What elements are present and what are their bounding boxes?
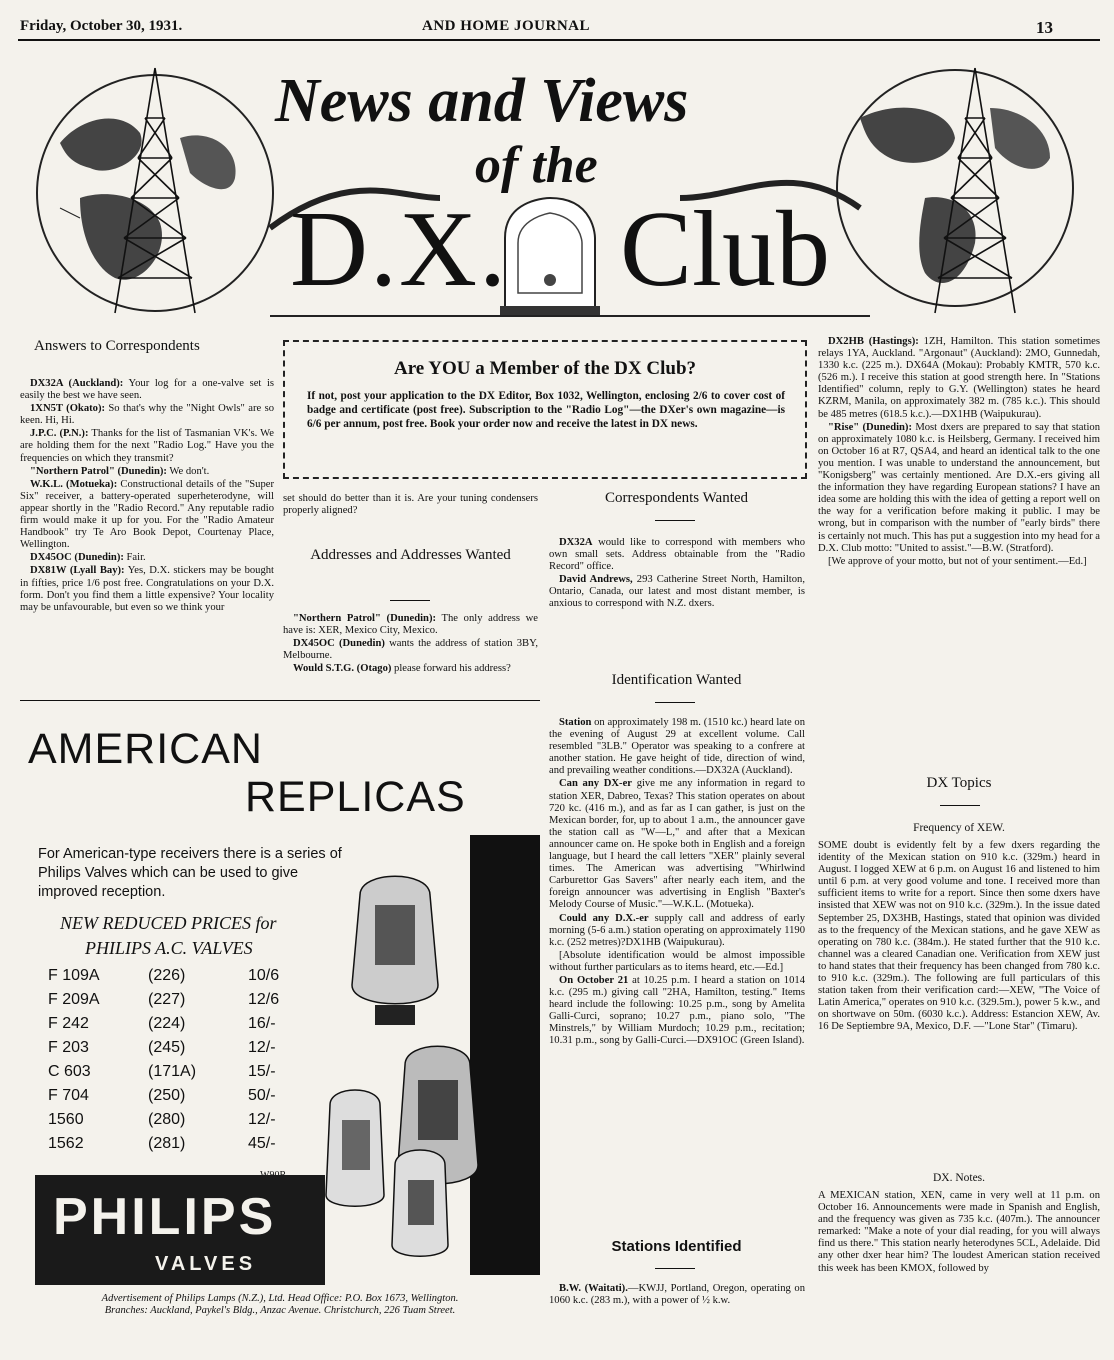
right-column-top: DX2HB (Hastings): 1ZH, Hamilton. This station sometimes relays 1YA, Auckland. "Argonaut" (Auckland): 2MO, Gunnedah, 1330 k.c. (225 m.). DX64A (Mokau): Probably KMTR, 570 k.c. (526 m.). I receive this station at good strength here. In "Stations Identified" column, reply to G.Y. (Wellington) states he heard KZRM, Manila, on approximately 382 m. (785 k.c.). This should be 485 metres (618.5 k.c.).—DX1HB (Waipukurau). "Rise" (Dunedin): Most dxers are prepared to say that station on approximately 1080 k.c. is Heilsberg, Germany. I received him on October 16 at R7, QSA4, and heard an identical talk to the one you mention. I was unable to understand the announcement, but "Konigsberg" was certainly mentioned. Are D.X.-ers giving all the information they have regarding European stations? I have an idea some are holding this with the idea of getting a report well on the way for a verification before making it public. I may be wrong, but in comparison with the number of "early birds" there is certainly not much. This has put a suggestion into my head for a D.X. Club motto: "United to assist."—B.W. (Stratford). [We approve of your motto, but not of your sentiment.—Ed.] [818, 336, 1101, 567]
price-row [48, 1063, 308, 1083]
addresses-heading: Addresses and Addresses Wanted [310, 547, 511, 563]
price-model: F 704 [48, 1087, 89, 1104]
price-code: (171A) [148, 1063, 197, 1080]
price-row [48, 1135, 308, 1155]
member-box [283, 340, 807, 479]
ad-prices-heading1: NEW REDUCED PRICES for [60, 913, 277, 933]
addresses-rule [390, 600, 430, 601]
philips-valves-label: VALVES [155, 1253, 257, 1275]
ad-top-rule [20, 700, 540, 701]
price-model: F 209A [48, 991, 100, 1008]
stations-identified-rule [655, 1268, 695, 1269]
ad-footer-line2: Branches: Auckland, Paykel's Bldg., Anzac Avenue. Christchurch, 226 Tuam Street. [104, 1305, 456, 1316]
price-model: 1562 [48, 1135, 84, 1152]
member-box-body: If not, post your application to the DX Editor, Box 1032, Wellington, enclosing 2/6 to cover cost of badge and certificate (post free). Subscription to the "Radio Log"—the DXer's own magazine—is 6/6 per annum, post free. Book your order now and receive the latest in DX news. [307, 390, 785, 430]
dx-topics-heading: DX Topics [926, 775, 992, 791]
price-price: 12/- [248, 1111, 276, 1128]
price-price: 10/6 [248, 967, 280, 984]
price-model: F 242 [48, 1015, 89, 1032]
ad-blurb: For American-type receivers there is a series of Philips Valves which can be used to give improved reception. [38, 846, 342, 900]
price-code: (281) [148, 1135, 186, 1152]
correspondents-heading: Correspondents Wanted [604, 490, 749, 506]
price-model: F 109A [48, 967, 100, 984]
philips-advertisement [20, 705, 540, 1316]
price-price: 12/- [248, 1039, 276, 1056]
price-model: 1560 [48, 1111, 84, 1128]
price-row [48, 1039, 308, 1059]
price-code: (245) [148, 1039, 186, 1056]
dx-topics-rule [940, 805, 980, 806]
ad-footer-line1: Advertisement of Philips Lamps (N.Z.), Ltd. Head Office: P.O. Box 1673, Wellington. [101, 1293, 459, 1304]
correspondents-rule [655, 520, 695, 521]
price-code: (226) [148, 967, 186, 984]
valves-illustration [320, 835, 540, 1275]
identification-rule [655, 702, 695, 703]
journal-name: AND HOME JOURNAL [422, 18, 590, 34]
banner [20, 48, 1100, 338]
header-rule [18, 39, 1100, 41]
dx-notes-heading: DX. Notes. [932, 1172, 986, 1184]
ad-title-line2: REPLICAS [245, 773, 466, 821]
price-row [48, 967, 308, 987]
stations-identified-heading: Stations Identified [611, 1238, 742, 1255]
page-number: 13 [1036, 18, 1053, 37]
price-price: 50/- [248, 1087, 276, 1104]
answers-column: DX32A (Auckland): Your log for a one-valve set is easily the best we have seen. 1XN5T (Okato): So that's why the "Night Owls" are so keen. Hi, Hi. J.P.C. (P.N.): Thanks for the list of Tasmanian VK's. We are holding them for the next "Radio Log." Have you the frequencies on which they transmit? "Northern Patrol" (Dunedin): We don't. W.K.L. (Motueka): Constructional details of the "Super Six" receiver, a battery-operated superheterodyne, will appear shortly in the "Radio Record." Any reputable radio firm would make it up for you. For the "Radio Amateur Handbook" try Te Aro Book Depot, Courtenay Place, Wellington. DX45OC (Dunedin): Fair. DX81W (Lyall Bay): Yes, D.X. stickers may be bought in fifties, price 1/6 post free. Congratulations on your D.X. form. Don't you find them a little expensive? Your locality may be unfavourable, but even so we think your [20, 378, 275, 613]
philips-brand-block [35, 1175, 325, 1285]
price-code: (250) [148, 1087, 186, 1104]
price-row [48, 991, 308, 1011]
dx-notes-column: A MEXICAN station, XEN, came in very well at 11 p.m. on October 16. Announcements were made in Spanish and English, and the frequency was given as 735 k.c. (407m.). The announcer remarked: "Make a note of your dial reading, for you will always find us there." This station nearly heterodynes 5CL, Adelaide. Did any other dxer hear him? The loudest American station received this week has been KMOX, followed by [818, 1190, 1100, 1274]
radio-set-icon [500, 198, 600, 316]
stations-identified-column: B.W. (Waitati).—KWJJ, Portland, Oregon, operating on 1060 k.c. (283 m.), with a power of ½ k.w. [549, 1283, 805, 1307]
answers-heading: Answers to Correspondents [34, 338, 200, 354]
banner-title-club: Club [620, 190, 831, 309]
identification-column: Station on approximately 198 m. (1510 kc.) heard late on the evening of August 29 at excellent volume. Call resembled "3LB." Operator was speaking to a confrere at another station. He gave height of tide, direction of wind, and prevailing weather conditions.—DX32A (Auckland). Can any DX-er give me any information in regard to station XER, Dabreo, Texas? This station operates on about 720 kc. (416 m.), and as far as I can gather, is just on the Mexican border, for, up to about 1 a.m., the announcer gave the station call as "W—L," and after that a Mexican announcer came on. He spoke both in English and a foreign language, but I heard the call letters "XER" plainly several times. The American was advertising "Whirlwind Carburettor Gas Savers" after nearly each item, and the foreign announcer was advertising in English "Baxter's Melody Course of Music."—W.K.L. (Motueka). Could any D.X.-er supply call and address of early morning (5-6 a.m.) station operating on approximately 1190 k.c. (252 metres)?DX1HB (Waipukurau). [Absolute identification would be almost impossible without further particulars as to items heard, etc.—Ed.] On October 21 at 10.25 p.m. I heard a station on 1014 k.c. (295 m.) giving call "2HA, Hamilton, testing." Items heard include the following: 10.25 p.m., song by Amelita Galli-Curci, soprano; 10.27 p.m., piano solo, "The Minstrels," by William Murdoch; 10.29 p.m., recitation; 10.31 p.m., song by Galli-Curci.—DX91OC (Green Island). [549, 717, 805, 1047]
price-price: 12/6 [248, 991, 280, 1008]
banner-title-line1: News and Views [275, 67, 689, 135]
price-model: C 603 [48, 1063, 91, 1080]
addresses-column: "Northern Patrol" (Dunedin): The only address we have is: XER, Mexico City, Mexico. DX45OC (Dunedin) wants the address of station 3BY, Melbourne. Would S.T.G. (Otago) please forward his address? [283, 613, 538, 675]
banner-title-line2: of the [475, 137, 598, 194]
price-row [48, 1087, 308, 1107]
left-globe-icon [37, 75, 273, 311]
price-price: 15/- [248, 1063, 276, 1080]
ad-title-line1: AMERICAN [28, 725, 263, 773]
philips-logo: PHILIPS [53, 1188, 277, 1246]
price-code: (280) [148, 1111, 186, 1128]
price-row [48, 1015, 308, 1035]
banner-title-dx: D.X. [290, 190, 508, 309]
ad-footer [20, 1293, 540, 1317]
xew-column: SOME doubt is evidently felt by a few dxers regarding the identity of the Mexican station on 910 k.c. (329m.) heard in August. I logged XEW at 6 p.m. on August 16 and listened to him until 6 p.m. at very good volume and tone. I received more than sufficient items to write for a report. Since then some dxers have insisted that XEW was not on 910 k.c. (329m.). In the issue dated September 25, DX3HB, Hastings, stated that opinion was divided as to the frequency of the Mexican stations, and he gave XEW as operating on 780 k.c. (384m.). He stated further that the 910 k.c. channel was a cleared Canadian one. Verification from XEW just to hand states that their frequency has been changed from 780 k.c. to 910 k.c. (329m.). The following are full particulars of this station taken from their verification card:—XEW, "The Voice of Latin America," operates on 910 k.c. (329.5m.), power 5 k.w., and on shortwave on 50m. (6030 k.c.). Address: Estancion XEW, Av. 16 De Septiembre 9A, Mexico, D.F. —"Lone Star" (Timaru). [818, 840, 1100, 1033]
correspondents-column: DX32A would like to correspond with members who own small sets. Address obtainable from the "Radio Record" office. David Andrews, 293 Catherine Street North, Hamilton, Ontario, Canada, our latest and most distant member, is anxious to correspond with N.Z. dxers. [549, 537, 805, 610]
price-model: F 203 [48, 1039, 89, 1056]
answers-continued: set should do better than it is. Are your tuning condensers properly aligned? [283, 493, 538, 517]
price-row [48, 1111, 308, 1131]
price-code: (224) [148, 1015, 186, 1032]
price-price: 45/- [248, 1135, 276, 1152]
member-box-heading: Are YOU a Member of the DX Club? [393, 358, 697, 379]
issue-date: Friday, October 30, 1931. [20, 18, 183, 34]
identification-heading: Identification Wanted [611, 672, 742, 688]
price-code: (227) [148, 991, 186, 1008]
price-price: 16/- [248, 1015, 276, 1032]
xew-heading: Frequency of XEW. [913, 822, 1005, 834]
ad-prices-heading2: PHILIPS A.C. VALVES [85, 938, 253, 958]
